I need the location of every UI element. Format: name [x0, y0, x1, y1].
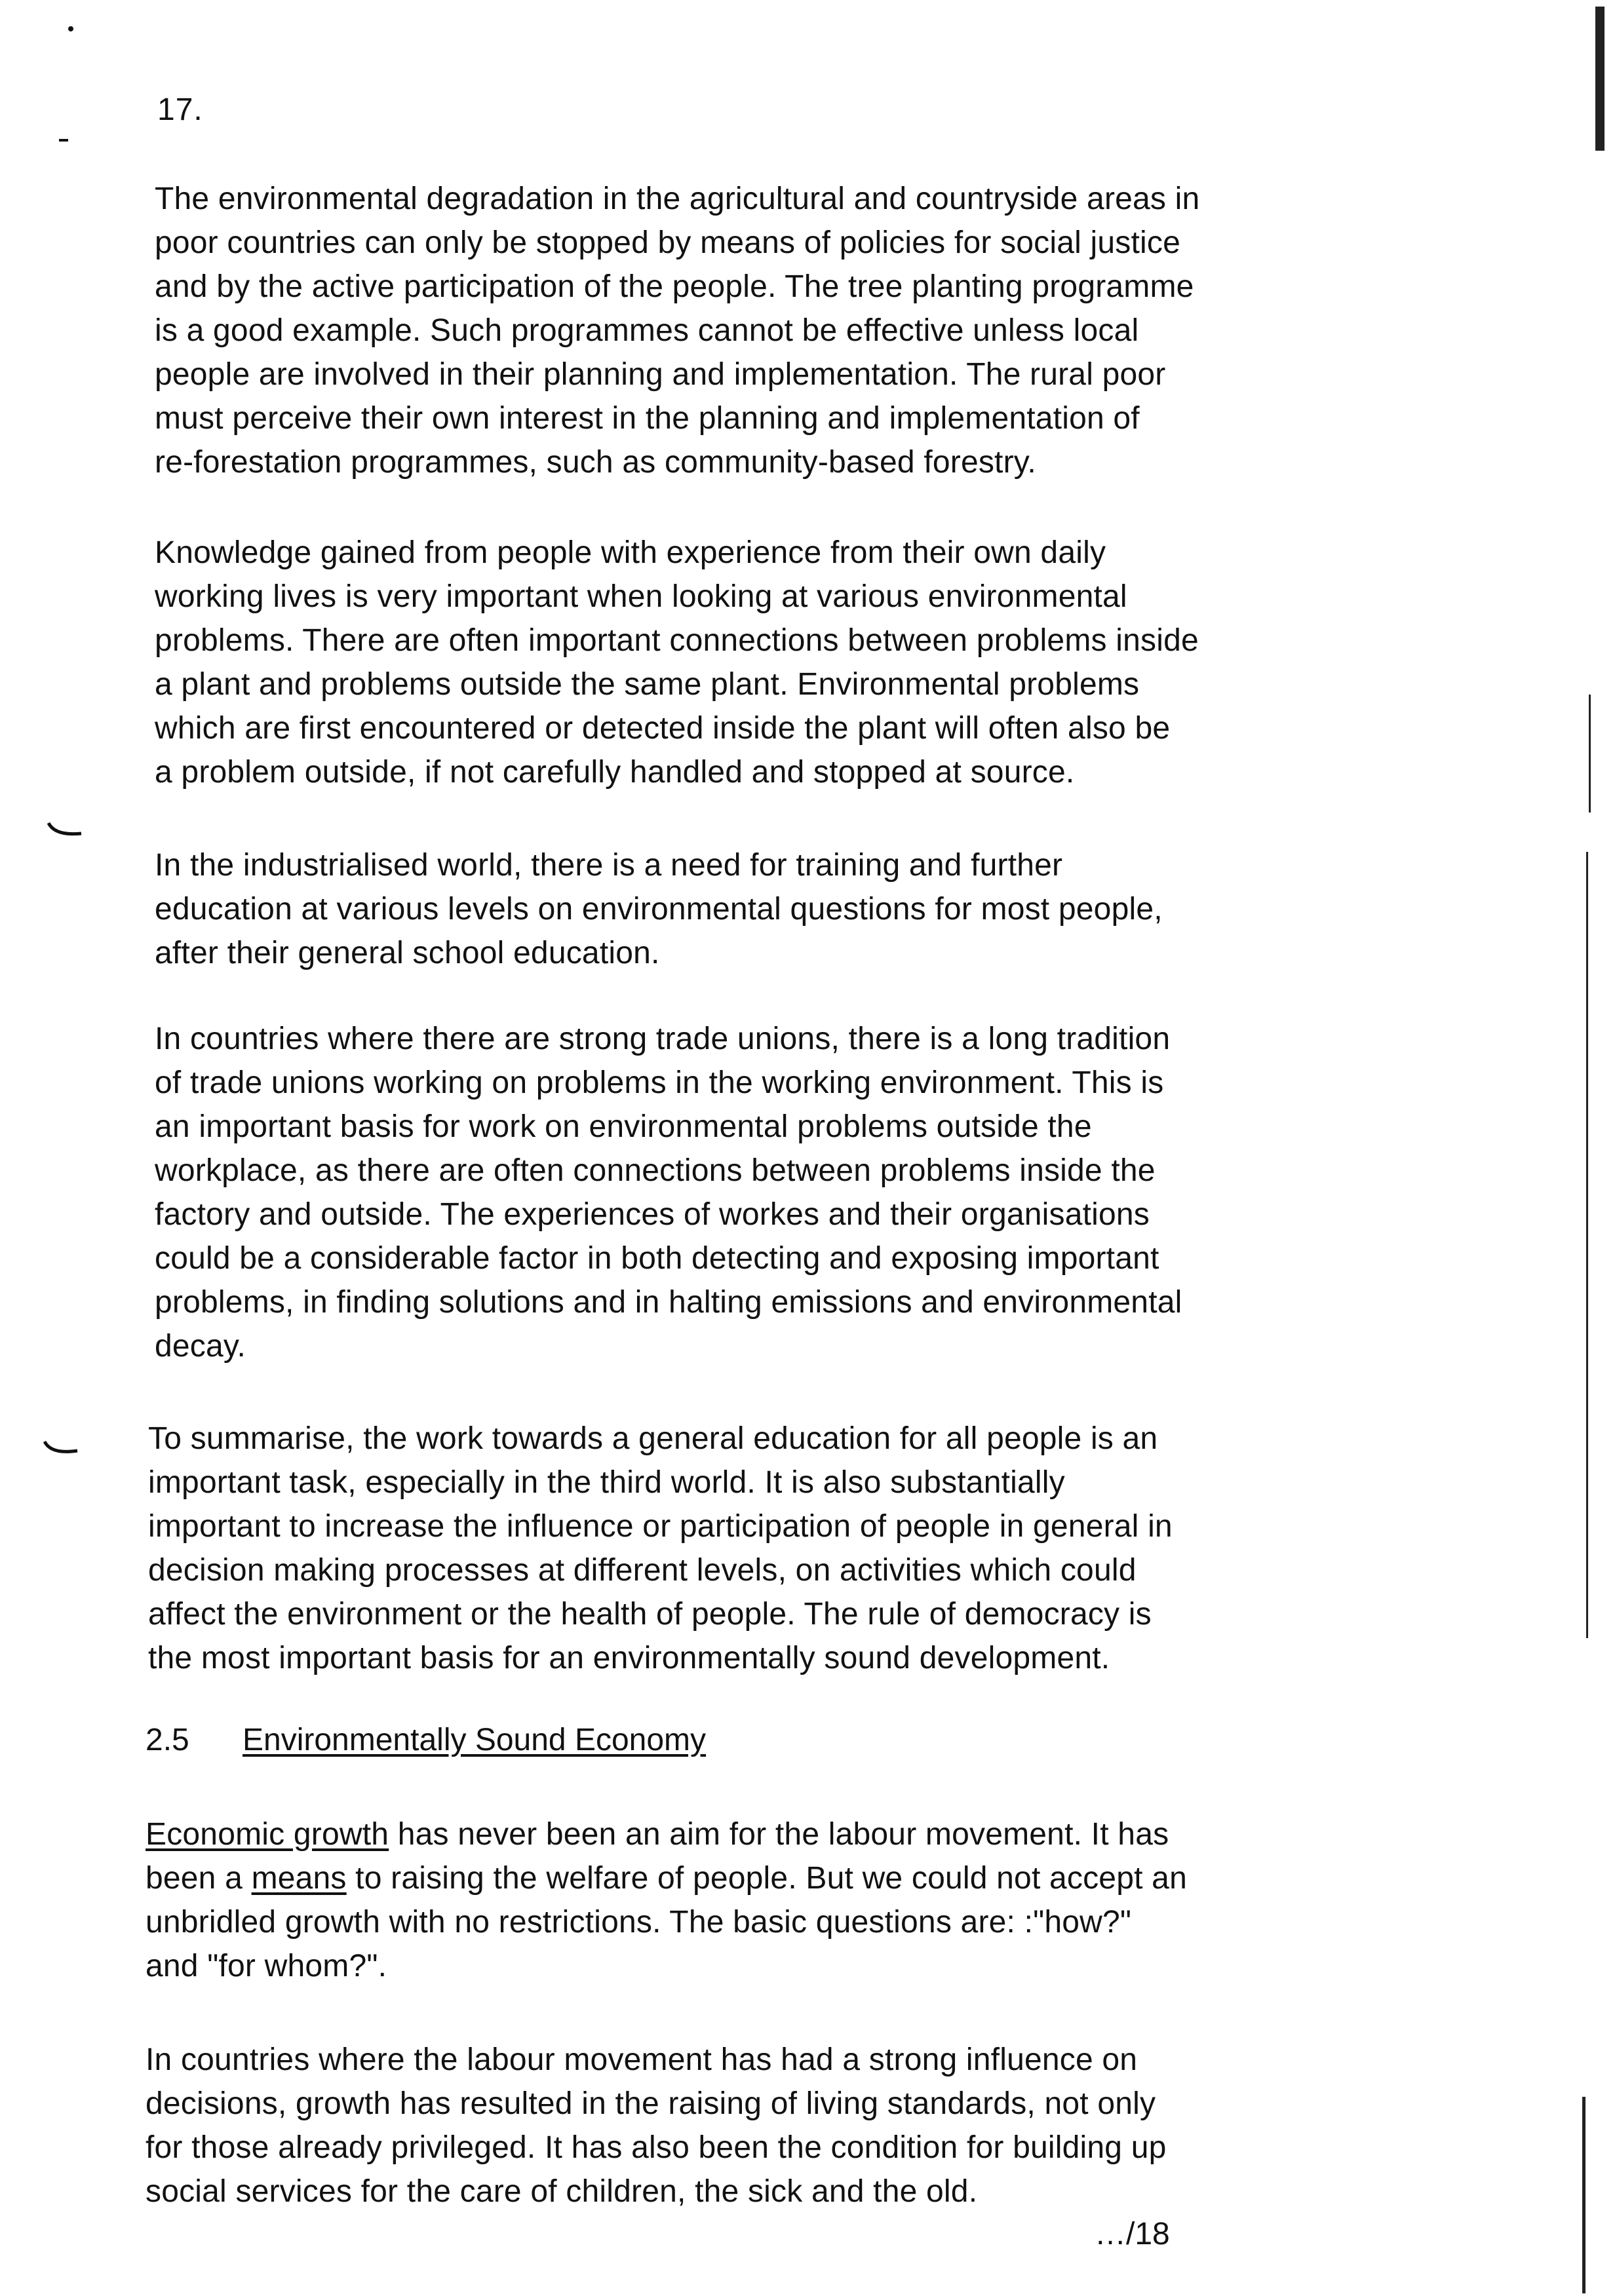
text-fragment: has never been an aim for the labour movement. It has: [389, 1817, 1169, 1852]
text-line: is a good example. Such programmes cannot be effective unless local: [155, 313, 1139, 348]
underlined-term: means: [251, 1861, 347, 1896]
paragraph-5: [148, 1417, 1328, 1680]
text-fragment: to raising the welfare of people. But we could not accept an: [346, 1861, 1187, 1896]
text-line: poor countries can only be stopped by means of policies for social justice: [155, 225, 1180, 260]
text-line: workplace, as there are often connections between problems inside the: [155, 1153, 1156, 1188]
text-line: re-forestation programmes, such as community-based forestry.: [155, 445, 1036, 480]
text-line: To summarise, the work towards a general education for all people is an: [148, 1421, 1158, 1456]
text-line: the most important basis for an environmentally sound development.: [148, 1641, 1110, 1675]
paragraph-2: [155, 531, 1334, 794]
text-line: education at various levels on environmental questions for most people,: [155, 892, 1163, 927]
text-line: social services for the care of children, the sick and the old.: [146, 2174, 978, 2209]
scan-edge-top: [1595, 7, 1605, 151]
text-line: unbridled growth with no restrictions. The basic questions are: :"how?": [146, 1905, 1132, 1940]
paragraph-final: [146, 2038, 1325, 2213]
section-number: 2.5: [146, 1723, 189, 1757]
scan-mark-curve-1: [46, 820, 85, 840]
text-line: In countries where the labour movement has had a strong influence on: [146, 2042, 1138, 2077]
text-line: for those already privileged. It has also been the condition for building up: [146, 2130, 1167, 2165]
text-line: factory and outside. The experiences of workes and their organisations: [155, 1197, 1150, 1232]
text-line: and "for whom?".: [146, 1949, 387, 1983]
page-number: 17.: [157, 92, 203, 127]
scan-edge-3: [1582, 2097, 1586, 2293]
text-fragment: been a: [146, 1861, 252, 1896]
section-heading: [146, 1722, 706, 1758]
text-line: problems. There are often important connections between problems inside: [155, 623, 1199, 658]
text-line: decay.: [155, 1329, 246, 1364]
text-line: affect the environment or the health of people. The rule of democracy is: [148, 1597, 1152, 1632]
scan-dash: [59, 139, 68, 142]
scan-edge-2: [1586, 852, 1588, 1638]
text-line: people are involved in their planning and implementation. The rural poor: [155, 357, 1166, 392]
scan-dot: [68, 26, 73, 31]
text-line: which are first encountered or detected inside the plant will often also be: [155, 711, 1171, 746]
text-line: Knowledge gained from people with experience from their own daily: [155, 535, 1106, 570]
scan-edge-1: [1589, 695, 1591, 813]
text-line: decision making processes at different levels, on activities which could: [148, 1553, 1137, 1588]
text-line: problems, in finding solutions and in halting emissions and environmental: [155, 1285, 1182, 1320]
underlined-term: Economic growth: [146, 1817, 389, 1852]
text-line: The environmental degradation in the agricultural and countryside areas in: [155, 182, 1200, 216]
text-line: In the industrialised world, there is a need for training and further: [155, 848, 1063, 883]
text-line: and by the active participation of the people. The tree planting programme: [155, 269, 1194, 304]
text-line: could be a considerable factor in both detecting and exposing important: [155, 1241, 1159, 1276]
scan-mark-curve-2: [42, 1439, 81, 1459]
text-line: must perceive their own interest in the planning and implementation of: [155, 401, 1140, 436]
text-line: a plant and problems outside the same plant. Environmental problems: [155, 667, 1140, 702]
text-line: decisions, growth has resulted in the raising of living standards, not only: [146, 2086, 1156, 2121]
continuation-marker: …/18: [1095, 2217, 1170, 2251]
paragraph-economy: [146, 1812, 1325, 1988]
paragraph-3: [155, 843, 1334, 975]
section-title: Environmentally Sound Economy: [243, 1723, 707, 1757]
text-line: important to increase the influence or participation of people in general in: [148, 1509, 1173, 1544]
text-line: after their general school education.: [155, 936, 660, 970]
text-line: [146, 1856, 1325, 1900]
text-line: working lives is very important when looking at various environmental: [155, 579, 1127, 614]
paragraph-4: [155, 1017, 1334, 1368]
text-line: [146, 1812, 1325, 1856]
text-line: an important basis for work on environmental problems outside the: [155, 1109, 1092, 1144]
text-line: important task, especially in the third world. It is also substantially: [148, 1465, 1065, 1500]
text-line: In countries where there are strong trade unions, there is a long tradition: [155, 1022, 1171, 1056]
text-line: a problem outside, if not carefully handled and stopped at source.: [155, 755, 1075, 790]
paragraph-1: [155, 177, 1334, 484]
text-line: of trade unions working on problems in the working environment. This is: [155, 1065, 1164, 1100]
